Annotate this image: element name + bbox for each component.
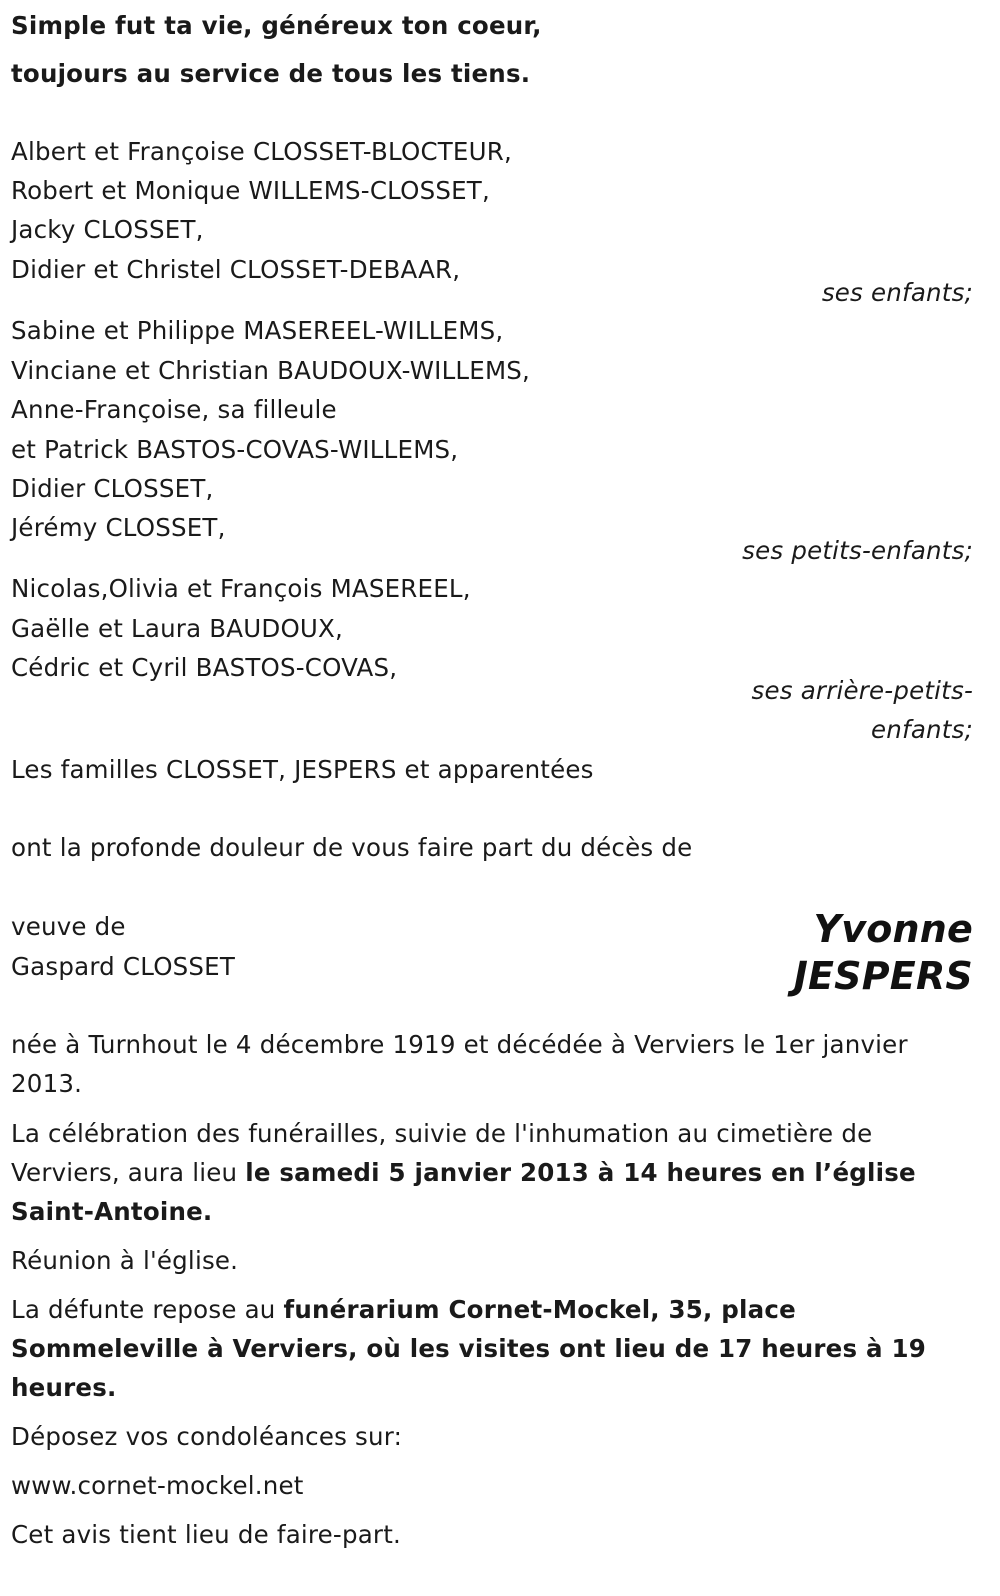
grandchild-name: Jérémy CLOSSET, bbox=[11, 513, 226, 542]
great-grandchild-name: Gaëlle et Laura BAUDOUX, bbox=[11, 614, 344, 643]
grandchild-name: et Patrick BASTOS-COVAS-WILLEMS, bbox=[11, 435, 459, 464]
motto-line-2: toujours au service de tous les tiens. bbox=[11, 59, 531, 88]
rest-line-1 bbox=[11, 1290, 961, 1329]
grandchildren-role: ses petits-enfants; bbox=[742, 536, 973, 565]
ceremony-line-2 bbox=[11, 1153, 961, 1192]
child-name: Didier et Christel CLOSSET-DEBAAR, bbox=[11, 255, 461, 284]
grandchild-name: Vinciane et Christian BAUDOUX-WILLEMS, bbox=[11, 356, 531, 385]
announcement-line: ont la profonde douleur de vous faire part du décès de bbox=[11, 833, 693, 862]
condolences-label: Déposez vos condoléances sur: bbox=[11, 1422, 403, 1451]
funeral-home: funérarium Cornet-Mockel, 35, place bbox=[283, 1295, 796, 1324]
grandchild-name: Anne-Françoise, sa filleule bbox=[11, 395, 337, 424]
children-role: ses enfants; bbox=[821, 278, 973, 307]
great-grandchildren-role-line-2: enfants; bbox=[871, 715, 973, 744]
grandchild-name: Didier CLOSSET, bbox=[11, 474, 214, 503]
families-line: Les familles CLOSSET, JESPERS et apparentées bbox=[11, 755, 594, 784]
widow-line-1: veuve de bbox=[11, 912, 126, 941]
rest-line-2: Sommeleville à Verviers, où les visites ont lieu de 17 heures à 19 bbox=[11, 1334, 926, 1363]
ceremony-line-2-plain: Verviers, aura lieu bbox=[11, 1158, 246, 1187]
child-name: Albert et Françoise CLOSSET-BLOCTEUR, bbox=[11, 137, 512, 166]
ceremony-church: Saint-Antoine. bbox=[11, 1197, 213, 1226]
ceremony-line-1: La célébration des funérailles, suivie de l'inhumation au cimetière de bbox=[11, 1119, 873, 1148]
birth-death-line-1: née à Turnhout le 4 décembre 1919 et décédée à Verviers le 1er janvier bbox=[11, 1030, 908, 1059]
great-grandchild-name: Nicolas,Olivia et François MASEREEL, bbox=[11, 574, 471, 603]
motto-line-1: Simple fut ta vie, généreux ton coeur, bbox=[11, 11, 542, 40]
grandchild-name: Sabine et Philippe MASEREEL-WILLEMS, bbox=[11, 316, 504, 345]
birth-death-info bbox=[11, 1025, 961, 1103]
child-name: Jacky CLOSSET, bbox=[11, 215, 204, 244]
notice-line: Cet avis tient lieu de faire-part. bbox=[11, 1520, 401, 1549]
child-name: Robert et Monique WILLEMS-CLOSSET, bbox=[11, 176, 490, 205]
rest-line-3: heures. bbox=[11, 1373, 117, 1402]
ceremony-date-time: le samedi 5 janvier 2013 à 14 heures en l’église bbox=[245, 1158, 916, 1187]
ceremony-info bbox=[11, 1114, 961, 1231]
deceased-last-name: JESPERS bbox=[793, 954, 973, 998]
deceased-first-name: Yvonne bbox=[813, 907, 973, 951]
great-grandchild-name: Cédric et Cyril BASTOS-COVAS, bbox=[11, 653, 398, 682]
rest-line-1-plain: La défunte repose au bbox=[11, 1295, 284, 1324]
great-grandchildren-role-line-1: ses arrière-petits- bbox=[751, 676, 973, 705]
meeting-info: Réunion à l'église. bbox=[11, 1246, 239, 1275]
website-link[interactable]: www.cornet-mockel.net bbox=[11, 1471, 304, 1500]
rest-info bbox=[11, 1290, 961, 1407]
widow-line-2: Gaspard CLOSSET bbox=[11, 952, 236, 981]
birth-death-line-2: 2013. bbox=[11, 1069, 83, 1098]
